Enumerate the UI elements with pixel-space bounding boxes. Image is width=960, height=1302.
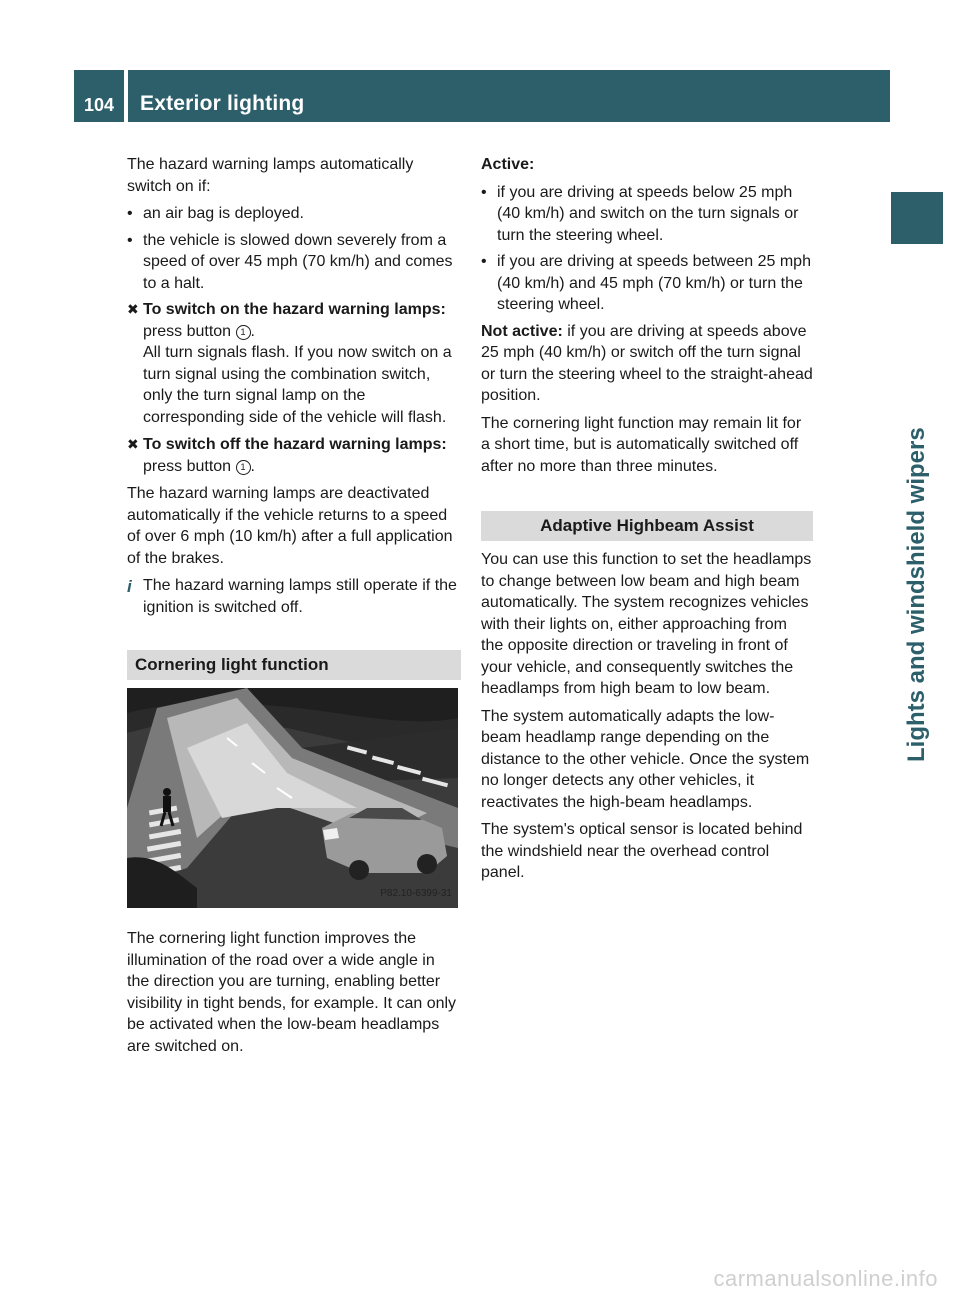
left-column <box>127 154 461 1063</box>
highbeam-paragraph: The system automatically adapts the low-beam headlamp range depending on the distance to the other vehicle. Once the system no longer detects any other vehicles, it reactivates the high-beam headlamps. <box>481 707 810 811</box>
bullet-text: an air bag is deployed. <box>143 205 304 222</box>
bullet-icon: • <box>481 183 487 201</box>
bullet-text: if you are driving at speeds below 25 mph (40 km/h) and switch on the turn signals or turn the steering wheel. <box>497 183 799 244</box>
page-title: Exterior lighting <box>140 92 305 115</box>
bullet-text: if you are driving at speeds between 25 mph (40 km/h) and 45 mph (70 km/h) or turn the steering wheel. <box>497 253 811 313</box>
list-item <box>481 251 813 316</box>
note-text: The hazard warning lamps still operate if the ignition is switched off. <box>143 577 457 616</box>
section-title-cornering: Cornering light function <box>127 650 461 680</box>
active-label: Active: <box>481 156 535 173</box>
list-item <box>481 182 813 247</box>
step-switch-on <box>127 299 461 428</box>
step-switch-off <box>127 434 461 477</box>
page-header <box>74 70 890 122</box>
not-active-paragraph <box>481 321 813 407</box>
header-title-box <box>128 70 890 122</box>
cornering-light-illustration <box>127 688 458 908</box>
info-note <box>127 575 461 618</box>
button-reference-icon: 1 <box>236 460 251 475</box>
hazard-intro: The hazard warning lamps automatically switch on if: <box>127 156 414 195</box>
step-text: press button <box>143 457 232 475</box>
step-text-end: . <box>250 322 255 340</box>
watermark-text: carmanualsonline.info <box>713 1266 938 1291</box>
button-reference-icon: 1 <box>236 325 251 340</box>
list-item <box>127 203 461 225</box>
highbeam-paragraph: The system's optical sensor is located behind the windshield near the overhead control panel. <box>481 821 803 881</box>
side-chapter-label: Lights and windshield wipers <box>903 427 930 762</box>
step-text-end: . <box>250 457 255 475</box>
step-detail: All turn signals flash. If you now switch on a turn signal using the combination switch, only the turn signal lamp on the corresponding side of the vehicle will flash. <box>143 344 452 426</box>
step-arrow-icon: ✖ <box>127 301 139 317</box>
step-text: press button <box>143 322 232 340</box>
step-label: To switch on the hazard warning lamps: <box>143 301 446 318</box>
step-arrow-icon: ✖ <box>127 436 139 452</box>
section-title-highbeam: Adaptive Highbeam Assist <box>481 511 813 541</box>
bullet-icon: • <box>127 205 133 222</box>
not-active-label: Not active: <box>481 322 563 340</box>
bullet-icon: • <box>127 231 133 249</box>
list-item <box>127 230 461 295</box>
highbeam-paragraph: You can use this function to set the headlamps to change between low beam and high beam automatically. The system recognizes vehicles with their lights on, either approaching from the opposite direction or traveling in front of your vehicle, and consequently switches the headlamps from high beam to low beam. <box>481 551 812 697</box>
page-number: 104 <box>84 95 115 115</box>
watermark <box>0 1266 960 1292</box>
not-active-text: if you are driving at speeds above 25 mph (40 km/h) or switch off the turn signal or turn the steering wheel to the straight-ahead position. <box>481 322 813 404</box>
bullet-icon: • <box>481 253 487 270</box>
bullet-text: the vehicle is slowed down severely from a speed of over 45 mph (70 km/h) and comes to a halt. <box>143 231 453 292</box>
page-number-box <box>74 70 124 122</box>
deactivated-text: The hazard warning lamps are deactivated automatically if the vehicle returns to a speed of over 6 mph (10 km/h) after a full application of the brakes. <box>127 485 453 567</box>
info-icon: i <box>127 577 132 596</box>
cornering-text: The cornering light function improves the illumination of the road over a wide angle in the direction you are turning, enabling better visibility in tight bends, for example. It can only be activated when the low-beam headlamps are switched on. <box>127 930 457 1055</box>
right-column <box>481 154 813 890</box>
remain-text: The cornering light function may remain lit for a short time, but is automatically switched off after no more than three minutes. <box>481 414 802 475</box>
side-tab-block <box>891 192 943 244</box>
figure-id: P82.10-6399-31 <box>380 887 452 899</box>
step-label: To switch off the hazard warning lamps: <box>143 436 447 453</box>
